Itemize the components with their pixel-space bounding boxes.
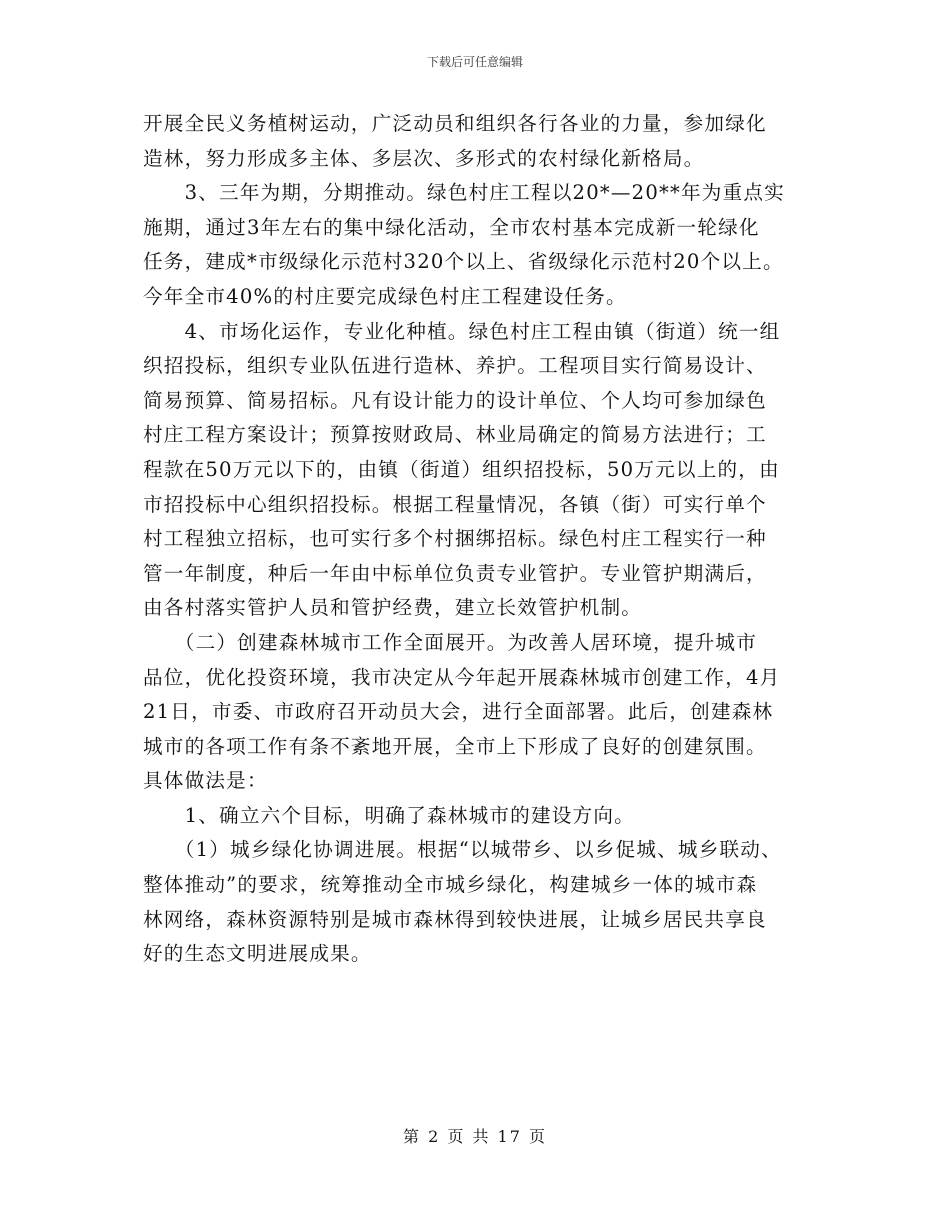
page-header: 下载后可任意编辑 <box>426 55 523 69</box>
text-line: 1、确立六个目标，明确了森林城市的建设方向。 <box>143 803 635 827</box>
text-line: 施期，通过3年左右的集中绿化活动，全市农村基本完成新一轮绿化 <box>143 215 760 239</box>
text-line: 好的生态文明进展成果。 <box>143 942 372 966</box>
text-line: 织招投标，组织专业队伍进行造林、养护。工程项目实行简易设计、 <box>143 354 767 378</box>
text-line: 造林，努力形成多主体、多层次、多形式的农村绿化新格局。 <box>143 146 705 170</box>
text-line: 村工程独立招标，也可实行多个村捆绑招标。绿色村庄工程实行一种 <box>143 527 767 551</box>
text-line: 4、市场化运作，专业化种植。绿色村庄工程由镇（街道）统一组 <box>143 319 781 343</box>
text-line: 由各村落实管护人员和管护经费，建立长效管护机制。 <box>143 596 643 620</box>
text-line: 具体做法是： <box>143 769 268 793</box>
text-line: 整体推动”的要求，统筹推动全市城乡绿化，构建城乡一体的城市森 <box>143 873 758 897</box>
text-line: （二）创建森林城市工作全面展开。为改善人居环境，提升城市 <box>143 630 758 654</box>
text-line: 任务，建成*市级绿化示范村320个以上、省级绿化示范村20个以上。 <box>143 250 784 274</box>
page-number: 第 2 页 共 17 页 <box>403 1127 547 1146</box>
text-line: 今年全市40%的村庄要完成绿色村庄工程建设任务。 <box>143 284 627 308</box>
text-line: 城市的各项工作有条不紊地开展，全市上下形成了良好的创建氛围。 <box>143 734 767 758</box>
text-line: （1）城乡绿化协调进展。根据“以城带乡、以乡促城、城乡联动、 <box>143 838 782 862</box>
text-line: 简易预算、简易招标。凡有设计能力的设计单位、个人均可参加绿色 <box>143 388 767 412</box>
text-line: 21日，市委、市政府召开动员大会，进行全面部署。此后，创建森林 <box>143 700 774 724</box>
document-body <box>143 107 823 972</box>
text-line: 村庄工程方案设计；预算按财政局、林业局确定的简易方法进行；工 <box>143 423 767 447</box>
text-line: 管一年制度，种后一年由中标单位负责专业管护。专业管护期满后， <box>143 561 767 585</box>
text-line: 林网络，森林资源特别是城市森林得到较快进展，让城乡居民共享良 <box>143 907 767 931</box>
text-line: 品位，优化投资环境，我市决定从今年起开展森林城市创建工作，4月 <box>143 665 781 689</box>
text-line: 3、三年为期，分期推动。绿色村庄工程以20*—20**年为重点实 <box>143 181 785 205</box>
text-line: 程款在50万元以下的，由镇（街道）组织招投标，50万元以上的，由 <box>143 457 780 481</box>
text-line: 市招投标中心组织招投标。根据工程量情况，各镇（街）可实行单个 <box>143 492 767 516</box>
text-line: 开展全民义务植树运动，广泛动员和组织各行各业的力量，参加绿化 <box>143 112 767 135</box>
